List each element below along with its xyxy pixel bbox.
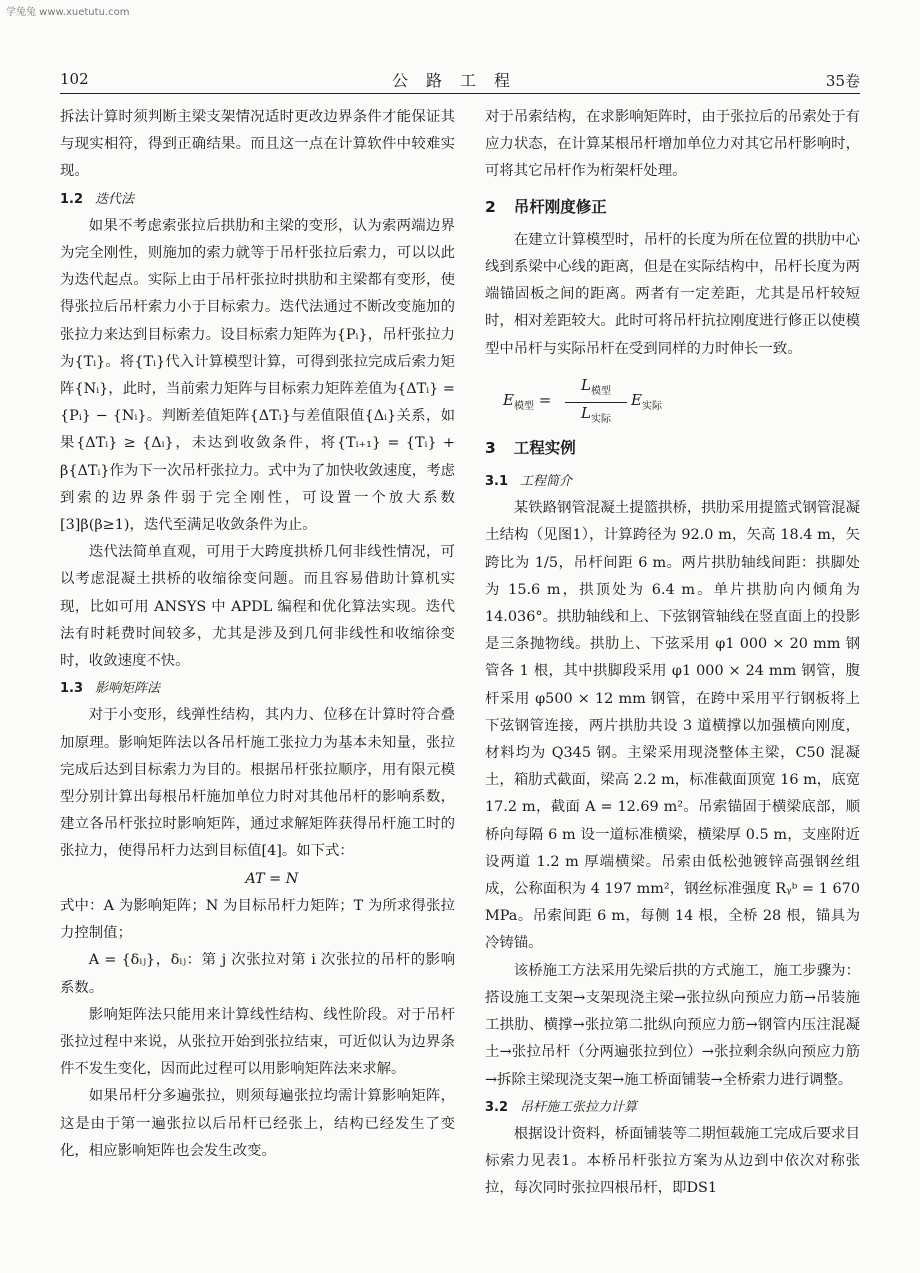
section-heading-1-3 [60,675,455,702]
formula-numerator [565,375,627,403]
paragraph: 如果不考虑索张拉后拱肋和主梁的变形，认为索两端边界为完全刚性，则施加的索力就等于吊杆张拉后索力，可以以此为迭代起点。实际上由于吊杆张拉时拱肋和主梁都有变形，使得张拉后吊杆索力小于目标索力。迭代法通过不断改变施加的张拉力来达到目标索力。设目标索力矩阵为{Pᵢ}，吊杆张拉力为{Tᵢ}。将{Tᵢ}代入计算模型计算，可得到张拉完成后索力矩阵{Nᵢ}，此时，当前索力矩阵与目标索力矩阵差值为{ΔTᵢ} = {Pᵢ} − {Nᵢ}。判断差值矩阵{ΔTᵢ}与差值限值{Δᵢ}关系，如果{ΔTᵢ} ≥ {Δᵢ}，未达到收敛条件，将{Tᵢ₊₁} = {Tᵢ} + β{ΔTᵢ}作为下一次吊杆张拉力。式中为了加快收敛速度，考虑到索的边界条件弱于完全刚性，可设置一个放大系数[3]β(β≥1)，迭代至满足收敛条件为止。 [60,217,455,534]
section-heading-3-1 [485,468,860,495]
paragraph: 该桥施工方法采用先梁后拱的方式施工，施工步骤为：搭设施工支架→支架现浇主梁→张拉纵向预应力筋→吊装施工拱肋、横撑→张拉第二批纵向预应力筋→钢管内压注混凝土→张拉吊杆（分两遍张拉到位）→张拉剩余纵向预应力筋→拆除主梁现浇支架→施工桥面铺装→全桥索力进行调整。 [485,962,860,1088]
formula-denominator [565,403,627,430]
formula-symbol: L [581,375,591,394]
paragraph: 拆法计算时须判断主梁支架情况适时更改边界条件才能保证其与现实相符，得到正确结果。而且这一点在计算软件中较难实现。 [60,109,455,180]
journal-title: 公路工程 [391,71,528,90]
section-title: 吊杆刚度修正 [513,197,607,216]
paragraph: 对于吊索结构，在求影响矩阵时，由于张拉后的吊索处于有应力状态，在计算某根吊杆增加单位力对其它吊杆影响时，可将其它吊杆作为桁架杆处理。 [485,109,860,180]
section-heading-1-2 [60,186,455,213]
formula-subscript: 实际 [590,413,611,425]
header-rule [60,93,860,94]
section-number: 1.3 [60,681,84,697]
section-title: 工程简介 [520,474,573,490]
formula-fraction [565,375,627,430]
formula-symbol: E [631,390,642,409]
paragraph: 根据设计资料，桥面铺装等二期恒载施工完成后要求目标索力见表1。本桥吊杆张拉方案为从边到中依次对称张拉，每次同时张拉四根吊杆，即DS1 [485,1125,860,1197]
formula-equals: = [538,390,552,409]
stiffness-formula [503,375,860,425]
formula-subscript: 模型 [590,385,611,397]
section-title: 影响矩阵法 [95,681,161,697]
paragraph: 影响矩阵法只能用来计算线性结构、线性阶段。对于吊杆张拉过程中来说，从张拉开始到张拉结束，可近似认为边界条件不发生变化，因而此过程可以用影响矩阵法来求解。 [60,1006,455,1078]
section-number: 2 [485,197,496,216]
formula-subscript: 实际 [641,400,662,412]
paragraph: 迭代法简单直观，可用于大跨度拱桥几何非线性情况，可以考虑混凝土拱桥的收缩徐变问题。而且容易借助计算机实现，比如可用 ANSYS 中 APDL 编程和优化算法实现。迭代法有时耗费时间较多，尤其是涉及到几何非线性和收缩徐变时，收敛速度不快。 [60,544,455,670]
section-number: 3.2 [485,1099,509,1115]
paragraph: 如果吊杆分多遍张拉，则须每遍张拉均需计算影响矩阵，这是由于第一遍张拉以后吊杆已经张上，结构已经发生了变化，相应影响矩阵也会发生改变。 [60,1088,455,1159]
section-number: 3.1 [485,474,509,490]
formula-rhs [631,387,662,420]
formula-subscript: 模型 [513,400,534,412]
paragraph: 对于小变形，线弹性结构，其内力、位移在计算时符合叠加原理。影响矩阵法以各吊杆施工张拉力为基本未知量，张拉完成后达到目标索力为目的。根据吊杆张拉顺序，用有限元模型分别计算出每根吊杆施加单位力时对其他吊杆的影响系数，建立各吊杆张拉时影响矩阵，通过求解矩阵获得吊杆施工时的张拉力，使得吊杆力达到目标值[4]。如下式： [60,707,455,860]
page-number: 102 [60,70,89,88]
right-column [485,104,860,1203]
section-title: 迭代法 [95,191,135,207]
page-header [60,70,860,94]
section-heading-3 [485,435,860,462]
formula-lhs [503,387,551,420]
section-heading-2 [485,194,860,221]
formula-symbol: E [503,390,514,409]
section-number: 1.2 [60,191,84,207]
section-title: 工程实例 [513,438,576,457]
formula-symbol: L [581,403,591,422]
paragraph: 式中：A 为影响矩阵；N 为目标吊杆力矩阵；T 为所求得张拉力控制值； [60,897,455,942]
watermark: 学兔兔 www.xuetutu.com [6,7,130,18]
paragraph: 在建立计算模型时，吊杆的长度为所在位置的拱肋中心线到系梁中心线的距离，但是在实际结构中，吊杆长度为两端锚固板之间的距离。两者有一定差距，尤其是吊杆较短时，相对差距较大。此时可将吊杆抗拉刚度进行修正以使模型中吊杆与实际吊杆在受到同样的力时伸长一致。 [485,231,860,357]
section-number: 3 [485,438,496,457]
paragraph: A = {δᵢⱼ}，δᵢⱼ：第 j 次张拉对第 i 次张拉的吊杆的影响系数。 [60,952,455,996]
section-title: 吊杆施工张拉力计算 [520,1099,638,1115]
equation: AT = N [245,870,299,887]
left-column [60,104,455,1165]
volume-label: 35卷 [825,72,860,90]
section-heading-3-2 [485,1094,860,1121]
paragraph: 某铁路钢管混凝土提篮拱桥，拱肋采用提篮式钢管混凝土结构（见图1），计算跨径为 92.0 m，矢高 18.4 m，矢跨比为 1/5，吊杆间距 6 m。两片拱肋轴线间距：拱脚处为 15.6 m，拱顶处为 6.4 m。单片拱肋向内倾角为 14.036°。拱肋轴线和上、下弦钢管轴线在竖直面上的投影是三条抛物线。拱肋上、下弦采用 φ1 000 × 20 mm 钢管各 1 根，其中拱脚段采用 φ1 000 × 24 mm 钢管，腹杆采用 φ500 × 12 mm 钢管，在跨中采用平行钢板将上下弦钢管连接，两片拱肋共设 3 道横撑以加强横向刚度，材料均为 Q345 钢。主梁采用现浇整体主梁，C50 混凝土，箱肋式截面，梁高 2.2 m，标准截面顶宽 16 m，底宽 17.2 m，截面 A = 12.69 m²。吊索锚固于横梁底部，顺桥向每隔 6 m 设一道标准横梁，横梁厚 0.5 m，支座附近设两道 1.2 m 厚端横梁。吊索由低松弛镀锌高强钢丝组成，公称面积为 4 197 mm²，钢丝标准强度 Rᵧᵇ = 1 670 MPa。吊索间距 6 m，每侧 14 根，全桥 28 根，锚具为冷铸锚。 [485,500,860,952]
